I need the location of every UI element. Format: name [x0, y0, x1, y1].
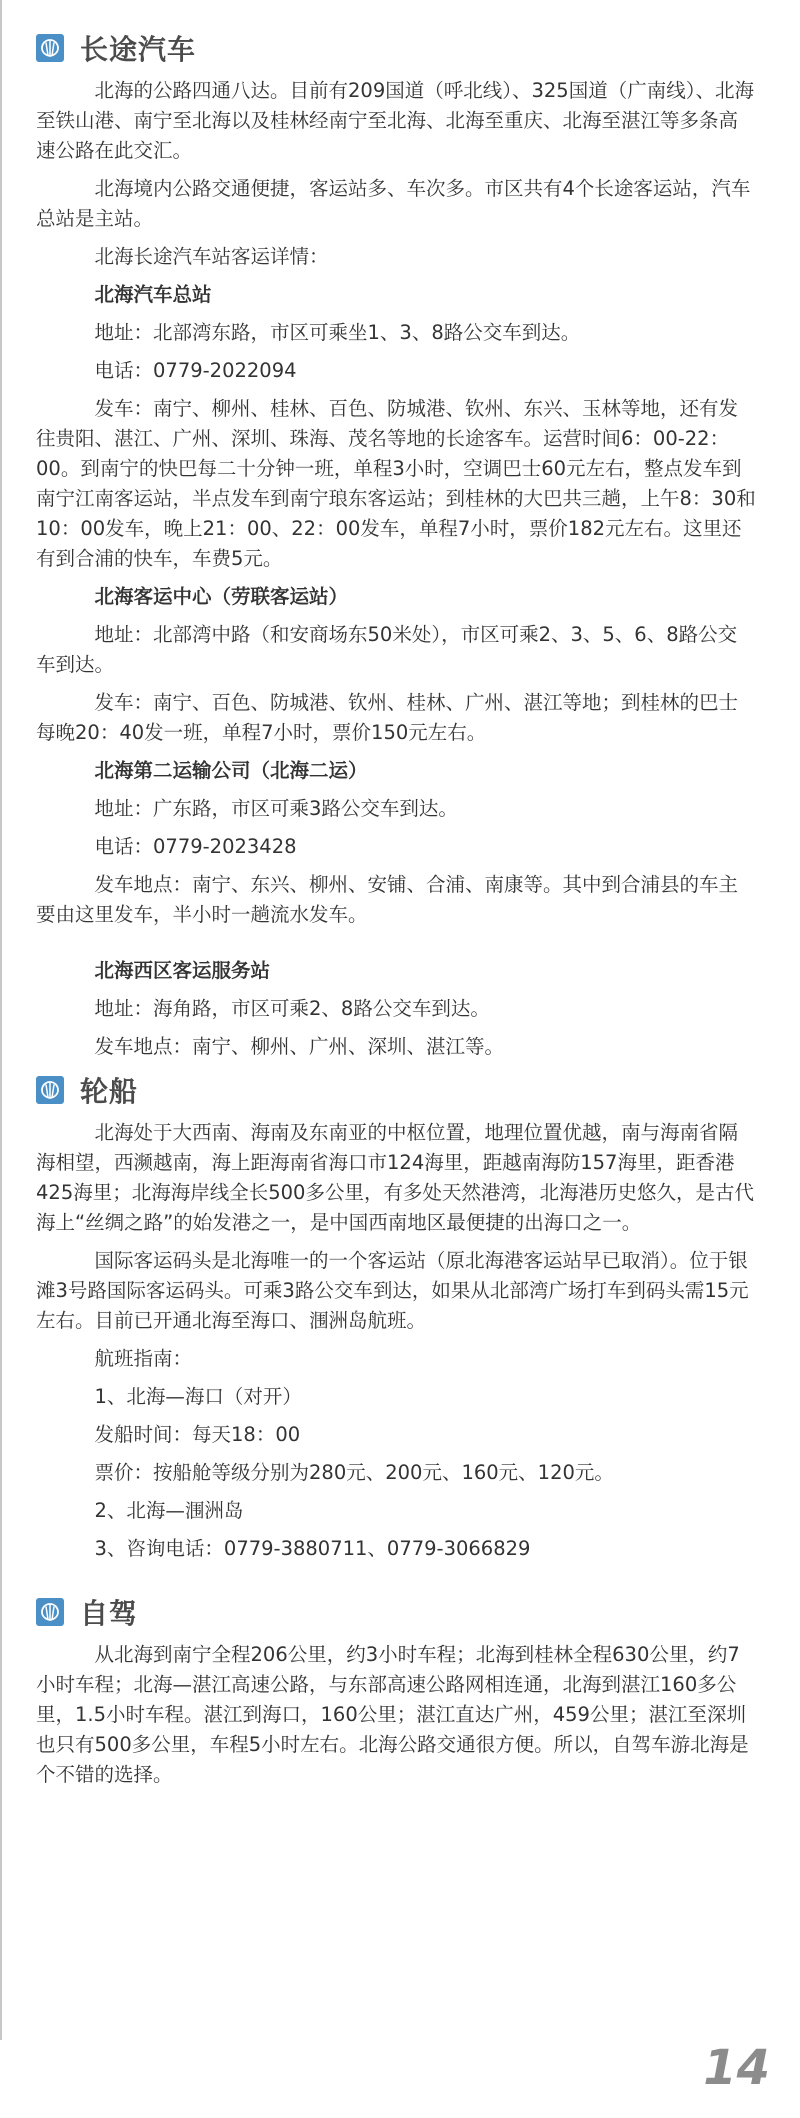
seashell-icon — [36, 1598, 64, 1626]
station-name: 北海第二运输公司（北海二运） — [94, 759, 368, 782]
station-address: 地址：北部湾东路，市区可乘坐1、3、8路公交车到达。 — [94, 321, 581, 344]
station-phone: 电话：0779-2023428 — [94, 835, 297, 858]
page-content — [36, 22, 756, 1798]
ship-terminal-paragraph: 国际客运码头是北海唯一的一个客运站（原北海港客运站早已取消）。位于银滩3号路国际客运码头。可乘3路公交车到达，如果从北部湾广场打车到码头需15元左右。目前已开通北海至海口、涠洲岛航班。 — [36, 1249, 749, 1332]
station-name: 北海汽车总站 — [94, 283, 212, 306]
station-departures: 发车地点：南宁、东兴、柳州、安铺、合浦、南康等。其中到合浦县的车主要由这里发车，半小时一趟流水发车。 — [36, 873, 739, 926]
ship-intro-paragraph: 北海处于大西南、海南及东南亚的中枢位置，地理位置优越，南与海南省隔海相望，西濒越南，海上距海南省海口市124海里，距越南海防157海里，距香港425海里；北海海岸线全长500多公里，有多处天然港湾，北海港历史悠久，是古代海上“丝绸之路”的始发港之一，是中国西南地区最便捷的出海口之一。 — [36, 1121, 754, 1234]
station-address: 地址：海角路，市区可乘2、8路公交车到达。 — [94, 997, 490, 1020]
ship-hotline: 3、咨询电话：0779-3880711、0779-3066829 — [94, 1537, 531, 1560]
spacer — [36, 1572, 756, 1586]
section-header-ship — [36, 1070, 756, 1110]
station-departures: 发车：南宁、百色、防城港、钦州、桂林、广州、湛江等地；到桂林的巴士每晚20：40发一班，单程7小时，票价150元左右。 — [36, 691, 739, 744]
section-header-bus — [36, 28, 756, 68]
ship-fare: 票价：按船舱等级分别为280元、200元、160元、120元。 — [94, 1461, 614, 1484]
station-name: 北海西区客运服务站 — [94, 959, 271, 982]
bus-summary-paragraph: 北海境内公路交通便捷，客运站多、车次多。市区共有4个长途客运站，汽车总站是主站。 — [36, 177, 751, 230]
bus-details-label: 北海长途汽车站客运详情： — [94, 245, 329, 268]
page-number: 14 — [703, 2040, 770, 2096]
bus-intro-paragraph: 北海的公路四通八达。目前有209国道（呼北线）、325国道（广南线）、北海至铁山港、南宁至北海以及桂林经南宁至北海、北海至重庆、北海至湛江等多条高速公路在此交汇。 — [36, 79, 754, 162]
section-title-bus: 长途汽车 — [80, 33, 197, 66]
station-address: 地址：北部湾中路（和安商场东50米处），市区可乘2、3、5、6、8路公交车到达。 — [36, 623, 738, 676]
section-title-ship: 轮船 — [80, 1075, 139, 1108]
ship-departure-time: 发船时间：每天18：00 — [94, 1423, 301, 1446]
seashell-icon — [36, 34, 64, 62]
ship-route: 2、北海—涠洲岛 — [94, 1499, 244, 1522]
ship-guide-label: 航班指南： — [94, 1347, 193, 1370]
left-margin-rule — [0, 0, 2, 2040]
section-header-drive — [36, 1592, 756, 1632]
station-phone: 电话：0779-2022094 — [94, 359, 297, 382]
spacer — [36, 938, 756, 952]
seashell-icon — [36, 1076, 64, 1104]
station-address: 地址：广东路，市区可乘3路公交车到达。 — [94, 797, 458, 820]
section-title-drive: 自驾 — [80, 1597, 139, 1630]
station-departures: 发车：南宁、柳州、桂林、百色、防城港、钦州、东兴、玉林等地，还有发往贵阳、湛江、广州、深圳、珠海、茂名等地的长途客车。运营时间6：00-22：00。到南宁的快巴每二十分钟一班，单程3小时，空调巴士60元左右，整点发车到南宁江南客运站，半点发车到南宁琅东客运站；到桂林的大巴共三趟，上午8：30和10：00发车，晚上21：00、22：00发车，单程7小时，票价182元左右。这里还有到合浦的快车，车费5元。 — [36, 397, 756, 570]
ship-route: 1、北海—海口（对开） — [94, 1385, 302, 1408]
station-name: 北海客运中心（劳联客运站） — [94, 585, 349, 608]
drive-paragraph: 从北海到南宁全程206公里，约3小时车程；北海到桂林全程630公里，约7小时车程；北海—湛江高速公路，与东部高速公路网相连通，北海到湛江160多公里，1.5小时车程。湛江到海口，160公里；湛江直达广州，459公里；湛江至深圳也只有500多公里，车程5小时左右。北海公路交通很方便。所以，自驾车游北海是个不错的选择。 — [36, 1643, 749, 1786]
station-departures: 发车地点：南宁、柳州、广州、深圳、湛江等。 — [94, 1035, 505, 1058]
